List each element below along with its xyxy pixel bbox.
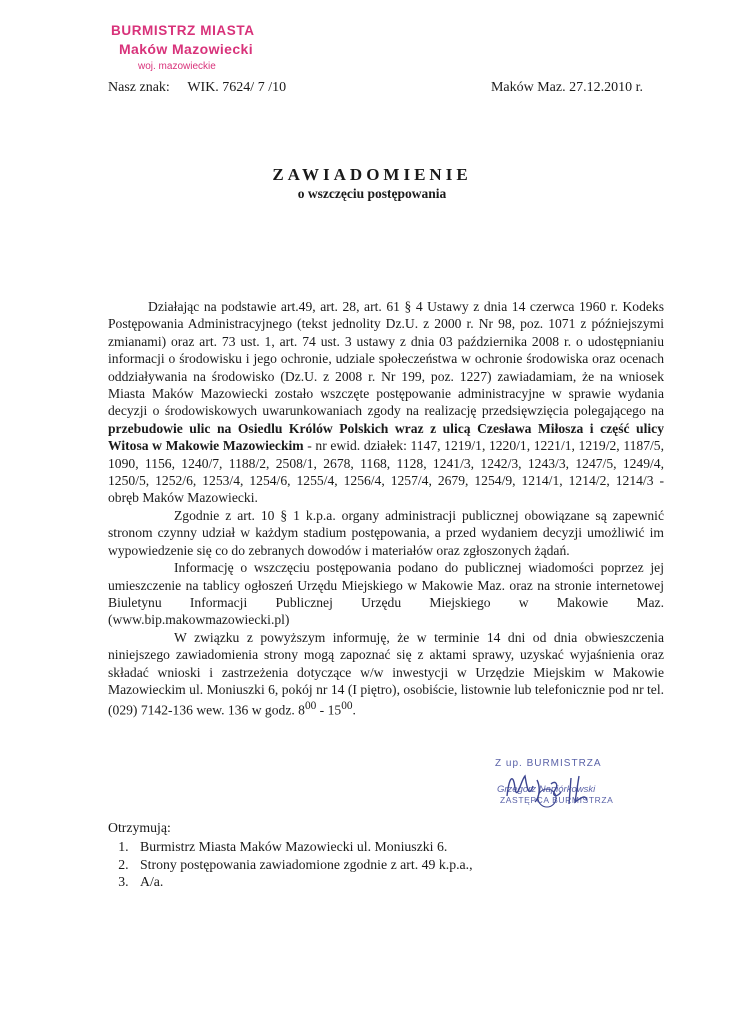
recipients-list [108, 838, 473, 891]
hours-separator: - 15 [316, 702, 342, 718]
hours-start-sup: 00 [304, 700, 317, 713]
paragraph-3: Informację o wszczęciu postępowania podano do publicznej wiadomości poprzez jej umieszczenie na tablicy ogłoszeń Urzędu Miejskiego w Makowie Maz. oraz na stronie internetowej Biuletynu Informacji Publicznej Urzędu Miejskiego w Makowie Maz. (www.bip.makowmazowiecki.pl) [108, 560, 664, 628]
stamp-line-2: Maków Mazowiecki [119, 41, 253, 57]
document-title: ZAWIADOMIENIE [272, 165, 472, 184]
signature-line-2: Grzegorz Napiórkowski [497, 784, 596, 795]
paragraph-4-end: . [352, 702, 356, 718]
reference-number [108, 80, 286, 96]
handwritten-signature [495, 758, 655, 818]
stamp-line-3: woj. mazowieckie [138, 61, 216, 72]
reference-label: Nasz znak: [108, 80, 170, 95]
paragraph-1-bold: przebudowie ulic na Osiedlu Królów Polskich wraz z ulicą Czesława Miłosza i część ulicy Witosa w Makowie Mazowieckim [108, 420, 664, 454]
document-subtitle: o wszczęciu postępowania [297, 186, 447, 201]
place-date: Maków Maz. 27.12.2010 r. [490, 80, 643, 95]
document-body [108, 298, 664, 719]
stamp-line-1: BURMISTRZ MIASTA [111, 23, 255, 38]
paragraph-1 [108, 298, 664, 507]
signature-line-1: Z up. BURMISTRZA [495, 758, 602, 769]
signature-line-3: ZASTĘPCA BURMISTRZA [500, 795, 614, 805]
paragraph-4-text: W związku z powyższym informuję, że w terminie 14 dni od dnia obwieszczenia niniejszego zawiadomienia strony mogą zapoznać się z aktami sprawy, uzyskać wyjaśnienia oraz składać wnioski i zastrzeżenia dotyczące w/w inwestycji w Urzędzie Miejskim w Makowie Mazowieckim ul. Moniuszki 6, pokój nr 14 (I piętro), osobiście, listownie lub telefonicznie pod nr tel. (029) 7142-136 wew. 136 w godz. 8 [108, 629, 664, 718]
recipients-section [108, 820, 473, 891]
recipients-heading: Otrzymują: [108, 820, 171, 835]
recipient-item: 1. Burmistrz Miasta Maków Mazowiecki ul. Moniuszki 6. [132, 838, 473, 856]
paragraph-1-text-b: - nr ewid. działek: 1147, 1219/1, 1220/1, 1221/1, 1219/2, 1187/5, 1090, 1156, 1240/7, 1188/2, 2508/1, 2678, 1168, 1128, 1241/3, 1242/3, 1243/3, 1247/5, 1249/4, 1250/5, 1252/6, 1253/4, 1254/6, 1255/4, 1256/4, 1257/4, 2679, 1254/9, 1214/1, 1214/2, 1214/3 - obręb Maków Mazowiecki. [108, 438, 664, 506]
signature-stamp [495, 758, 655, 818]
paragraph-1-text-a: Działając na podstawie art.49, art. 28, art. 61 § 4 Ustawy z dnia 14 czerwca 1960 r. Kodeks Postępowania Administracyjnego (tekst jednolity Dz.U. z 2000 r. Nr 98, poz. 1071 z późniejszymi zmianami) oraz art. 73 ust. 1, art. 74 ust. 3 ustawy z dnia 03 października 2008 r. o udostępnianiu informacji o środowisku i jego ochronie, udziale społeczeństwa w ochronie środowiska oraz ocenach oddziaływania na środowisko (Dz.U. z 2008 r. Nr 199, poz. 1227) zawiadamiam, że na wniosek Miasta Maków Mazowiecki zostało wszczęte postępowanie administracyjne w sprawie wydania decyzji o środowiskowych uwarunkowaniach zgody na realizację przedsięwzięcia polegającego na [108, 299, 664, 419]
paragraph-2: Zgodnie z art. 10 § 1 k.p.a. organy administracji publicznej obowiązane są zapewnić stronom czynny udział w każdym stadium postępowania, a przed wydaniem decyzji umożliwić im wypowiedzenie się co do zebranych dowodów i materiałów oraz zgłoszonych żądań. [108, 507, 664, 558]
recipient-item: 3. A/a. [132, 873, 473, 891]
reference-value: WIK. 7624/ 7 /10 [187, 80, 287, 95]
hours-end-sup: 00 [341, 700, 353, 713]
paragraph-4 [108, 629, 664, 720]
recipient-item: 2. Strony postępowania zawiadomione zgodnie z art. 49 k.p.a., [132, 856, 473, 874]
